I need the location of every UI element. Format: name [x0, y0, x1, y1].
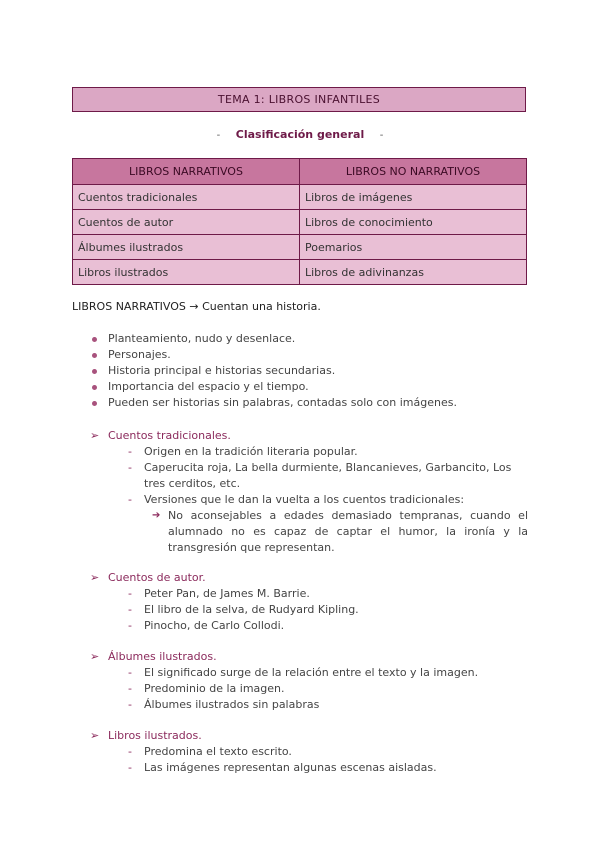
table-cell: Cuentos de autor: [73, 210, 300, 235]
header-no-narrativos: LIBROS NO NARRATIVOS: [300, 159, 527, 185]
section-item-text: Origen en la tradición literaria popular.: [144, 445, 358, 458]
table-cell: Libros ilustrados: [73, 260, 300, 285]
list-item: [90, 379, 457, 395]
table-cell: Poemarios: [300, 235, 527, 260]
section-item-text: El significado surge de la relación entre el texto y la imagen.: [144, 666, 479, 679]
section-item: [90, 444, 528, 460]
list-item-text: Pueden ser historias sin palabras, contadas solo con imágenes.: [108, 396, 457, 409]
dash-icon: -: [128, 587, 132, 600]
list-item: [90, 363, 457, 379]
dash-icon: -: [128, 666, 132, 679]
list-item: [90, 347, 457, 363]
section-heading-text: Libros ilustrados.: [108, 729, 202, 742]
section-cuentos-tradicionales: [90, 427, 528, 556]
table-row: [73, 185, 527, 210]
section-item: [90, 681, 528, 697]
header-narrativos: LIBROS NARRATIVOS: [73, 159, 300, 185]
bullet-dot-icon: [92, 369, 97, 374]
subtitle-text: Clasificación general: [235, 128, 365, 141]
section-item-text: Las imágenes representan algunas escenas aisladas.: [144, 761, 437, 774]
dash-icon: -: [128, 698, 132, 711]
section-item: [90, 760, 528, 776]
section-item: [90, 586, 528, 602]
dash-icon: -: [128, 461, 132, 474]
list-item-text: Historia principal e historias secundarias.: [108, 364, 336, 377]
dash-icon: -: [128, 761, 132, 774]
list-item-text: Importancia del espacio y el tiempo.: [108, 380, 309, 393]
arrowhead-icon: ➢: [90, 571, 100, 584]
bullet-dot-icon: [92, 385, 97, 390]
table-header-row: [73, 159, 527, 185]
arrowhead-icon: ➢: [90, 650, 100, 663]
table-row: [73, 260, 527, 285]
section-heading: [90, 727, 528, 744]
section-item-text: Pinocho, de Carlo Collodi.: [144, 619, 285, 632]
classification-table: [72, 158, 527, 285]
section-item-text: El libro de la selva, de Rudyard Kipling.: [144, 603, 359, 616]
dash-icon: -: [128, 682, 132, 695]
section-heading: [90, 569, 528, 586]
dash-icon: -: [128, 745, 132, 758]
dash-icon: -: [128, 445, 132, 458]
table-cell: Libros de adivinanzas: [300, 260, 527, 285]
list-item-text: Planteamiento, nudo y desenlace.: [108, 332, 296, 345]
bullet-dot-icon: [92, 353, 97, 358]
arrowhead-icon: ➢: [90, 429, 100, 442]
bullet-dot-icon: [92, 401, 97, 406]
section-heading-text: Cuentos tradicionales.: [108, 429, 231, 442]
section-heading: [90, 427, 528, 444]
section-item-text: Peter Pan, de James M. Barrie.: [144, 587, 310, 600]
dash-icon: -: [128, 603, 132, 616]
section-subitem-text: No aconsejables a edades demasiado tempranas, cuando el alumnado no es capaz de captar el humor, la ironía y la transgresión que representan.: [168, 509, 528, 554]
table-cell: Cuentos tradicionales: [73, 185, 300, 210]
bullet-dot-icon: [92, 337, 97, 342]
table-row: [73, 235, 527, 260]
section-item-text: Caperucita roja, La bella durmiente, Blancanieves, Garbancito, Los tres cerditos, etc.: [144, 461, 512, 490]
dash-icon: -: [128, 493, 132, 506]
dash-icon: -: [128, 619, 132, 632]
section-item: [90, 665, 528, 681]
arrowhead-icon: ➢: [90, 729, 100, 742]
list-item: [90, 331, 457, 347]
section-subitem: [90, 508, 528, 556]
bullet-list: [90, 331, 457, 411]
section-heading-text: Cuentos de autor.: [108, 571, 206, 584]
list-item: [90, 395, 457, 411]
lead-sentence: LIBROS NARRATIVOS → Cuentan una historia.: [72, 300, 321, 313]
section-item-text: Predomina el texto escrito.: [144, 745, 292, 758]
section-item: [90, 602, 528, 618]
subtitle: [0, 128, 600, 141]
section-heading: [90, 648, 528, 665]
table-row: [73, 210, 527, 235]
section-item-text: Predominio de la imagen.: [144, 682, 285, 695]
section-item-text: Álbumes ilustrados sin palabras: [144, 698, 320, 711]
section-item: [90, 744, 528, 760]
right-arrow-icon: ➔: [152, 510, 161, 521]
table-cell: Libros de conocimiento: [300, 210, 527, 235]
list-item-text: Personajes.: [108, 348, 171, 361]
section-libros-ilustrados: [90, 727, 528, 776]
page-title: TEMA 1: LIBROS INFANTILES: [217, 93, 381, 106]
section-albumes-ilustrados: [90, 648, 528, 713]
section-item: [90, 618, 528, 634]
section-heading-text: Álbumes ilustrados.: [108, 650, 217, 663]
table-cell: Libros de imágenes: [300, 185, 527, 210]
subtitle-dash-right: -: [379, 130, 384, 141]
section-item-text: Versiones que le dan la vuelta a los cuentos tradicionales:: [144, 493, 465, 506]
section-item: [90, 492, 528, 508]
page-title-box: [72, 87, 526, 112]
section-cuentos-de-autor: [90, 569, 528, 634]
subtitle-dash-left: -: [216, 130, 221, 141]
section-item: [90, 460, 528, 492]
section-item: [90, 697, 528, 713]
table-cell: Álbumes ilustrados: [73, 235, 300, 260]
